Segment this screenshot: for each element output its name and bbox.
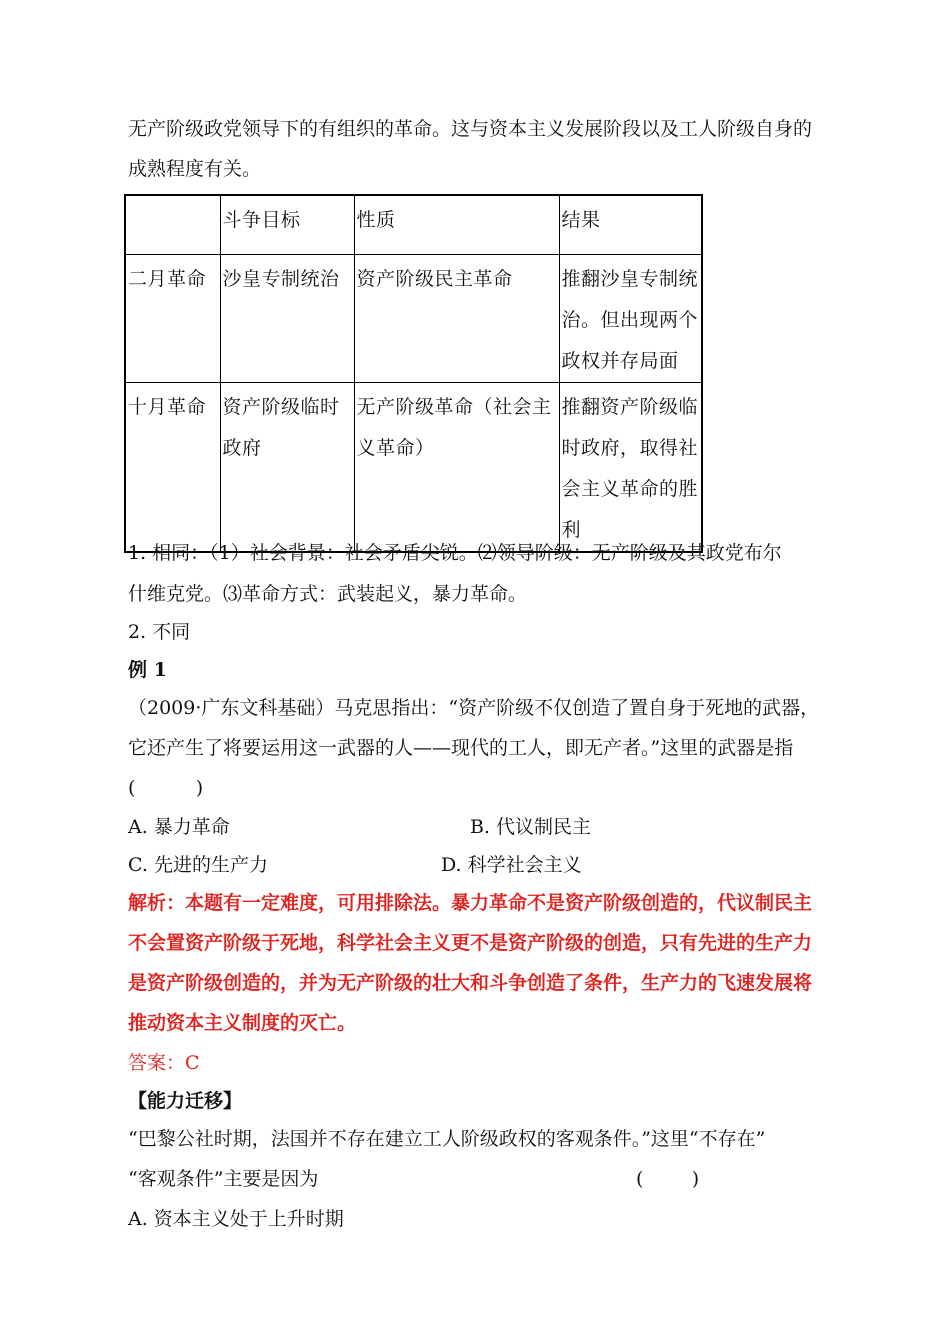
table-header-cell bbox=[125, 195, 220, 255]
table-header-cell: 斗争目标 bbox=[220, 195, 354, 255]
point-1-line-2: 什维克党。⑶革命方式：武装起义，暴力革命。 bbox=[128, 583, 528, 605]
transfer-title: 【能力迁移】 bbox=[128, 1090, 243, 1112]
table-row bbox=[125, 255, 702, 383]
answer: 答案：C bbox=[128, 1052, 200, 1074]
example-question-line-2: 它还产生了将要运用这一武器的人——现代的工人，即无产者。”这里的武器是指 bbox=[128, 737, 794, 759]
example-question-line-1: （2009·广东文科基础）马克思指出：“资产阶级不仅创造了置自身于死地的武器， bbox=[128, 697, 820, 719]
table-header-cell: 结果 bbox=[559, 195, 702, 255]
transfer-option-a: A. 资本主义处于上升时期 bbox=[128, 1208, 344, 1230]
analysis-line-4: 推动资本主义制度的灭亡。 bbox=[128, 1012, 357, 1034]
transfer-answer-blank: ( ) bbox=[636, 1168, 700, 1190]
example-answer-blank: ( ) bbox=[128, 777, 204, 799]
table-cell: 二月革命 bbox=[125, 255, 220, 383]
analysis-line-3: 是资产阶级创造的，并为无产阶级的壮大和斗争创造了条件，生产力的飞速发展将 bbox=[128, 972, 813, 994]
example-title: 例 1 bbox=[128, 659, 167, 681]
table-cell: 推翻沙皇专制统治。但出现两个政权并存局面 bbox=[559, 255, 702, 383]
table-cell: 无产阶级革命（社会主义革命） bbox=[354, 383, 559, 553]
transfer-question-line-2: “客观条件”主要是因为 bbox=[128, 1168, 319, 1190]
table-cell: 资产阶级民主革命 bbox=[354, 255, 559, 383]
intro-line-1: 无产阶级政党领导下的有组织的革命。这与资本主义发展阶段以及工人阶级自身的 bbox=[128, 118, 813, 140]
option-c: C. 先进的生产力 bbox=[128, 854, 268, 876]
table-header-row bbox=[125, 195, 702, 255]
point-1-line-1: 1. 相同：（1）社会背景：社会矛盾尖锐。⑵领导阶级：无产阶级及其政党布尔 bbox=[128, 542, 782, 564]
point-2: 2. 不同 bbox=[128, 621, 191, 643]
transfer-question-line-1: “巴黎公社时期，法国并不存在建立工人阶级政权的客观条件。”这里“不存在” bbox=[128, 1128, 766, 1150]
intro-line-2: 成熟程度有关。 bbox=[128, 158, 262, 180]
option-b: B. 代议制民主 bbox=[470, 816, 592, 838]
table-cell: 推翻资产阶级临时政府，取得社会主义革命的胜利 bbox=[559, 383, 702, 553]
analysis-line-1: 解析：本题有一定难度，可用排除法。暴力革命不是资产阶级创造的，代议制民主 bbox=[128, 892, 813, 914]
table-header-cell: 性质 bbox=[354, 195, 559, 255]
table-cell: 资产阶级临时政府 bbox=[220, 383, 354, 553]
revolution-comparison-table bbox=[124, 194, 703, 553]
analysis-line-2: 不会置资产阶级于死地，科学社会主义更不是资产阶级的创造，只有先进的生产力 bbox=[128, 932, 813, 954]
option-a: A. 暴力革命 bbox=[128, 816, 230, 838]
option-d: D. 科学社会主义 bbox=[441, 854, 582, 876]
table-cell: 沙皇专制统治 bbox=[220, 255, 354, 383]
table-row bbox=[125, 383, 702, 553]
table-cell: 十月革命 bbox=[125, 383, 220, 553]
